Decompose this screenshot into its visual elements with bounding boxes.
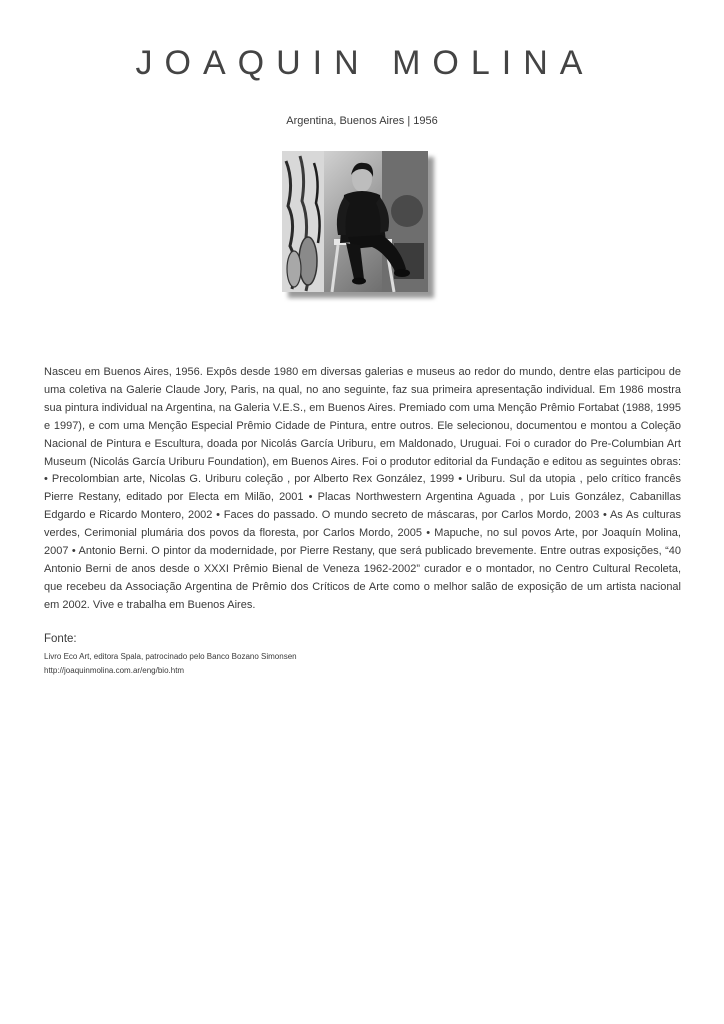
source-url[interactable]: http://joaquinmolina.com.ar/eng/bio.htm [44,666,185,675]
biography-paragraph: Nasceu em Buenos Aires, 1956. Expôs desde 1980 em diversas galerias e museus ao redor do mundo, dentre elas participou de uma coletiva na Galerie Claude Jory, Paris, na qual, no ano seguinte, faz sua primeira apresentação individual. Em 1986 mostra sua pintura individual na Argentina, na Galeria V.E.S., em Buenos Aires. Premiado com uma Menção Prêmio Fortabat (1988, 1995 e 1997), e com uma Menção Especial Prêmio Cidade de Pintura, entre outros. Ele selecionou, documentou e montou a Coleção Nacional de Pintura e Escultura, doada por Nicolás García Uriburu, em Maldonado, Uruguai. Foi o curador do Pre-Columbian Art Museum (Nicolás García Uriburu Foundation), em Buenos Aires. Foi o produtor editorial da Fundação e editou as seguintes obras: • Precolombian arte, Nicolas G. Uriburu coleção , por Alberto Rex González, 1999 • Uriburu. Sul da utopia , pelo crítico francês Pierre Restany, editado por Electa em Milão, 2001 • Placas Northwestern Argentina Aguada , por Luis González, Cabanillas Edgardo e Ricardo Montero, 2002 • Faces do passado. O mundo secreto de máscaras, por Carlos Mordo, 2003 • As As culturas verdes, Cerimonial plumária dos povos da floresta, por Carlos Mordo, 2005 • Mapuche, no sul povos Arte, por Joaquín Molina, 2007 • Antonio Berni. O pintor da modernidade, por Pierre Restany, que será publicado brevemente. Entre outras exposições, “40 Antonio Berni de anos desde o XXXI Prêmio Bienal de Veneza 1962-2002” curador e o montador, no Centro Cultural Recoleta, que recebeu da Associação Argentina de Prêmio dos Críticos de Arte como o melhor salão de exposição de um artista nacional em 2002. Vive e trabalha em Buenos Aires. [44,366,681,611]
portrait-photo [282,151,428,292]
page-title: JOAQUIN MOLINA [135,44,595,82]
source-label: Fonte: [44,633,77,645]
subtitle-origin: Argentina, Buenos Aires | 1956 [286,115,438,127]
source-book: Livro Eco Art, editora Spala, patrocinado pelo Banco Bozano Simonsen [44,652,297,661]
portrait-photo-icon [282,151,428,292]
